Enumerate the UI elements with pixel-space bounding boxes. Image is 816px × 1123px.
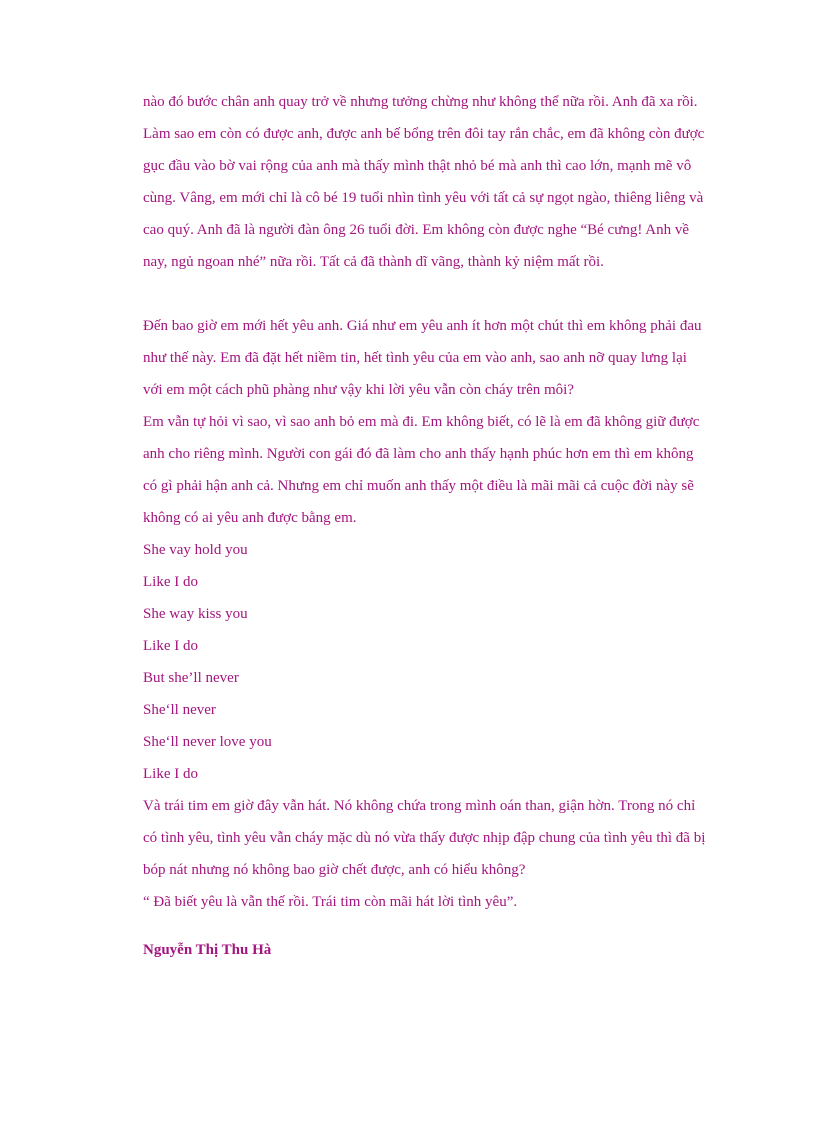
text-line: gục đầu vào bờ vai rộng của anh mà thấy mình thật nhỏ bé mà anh thì cao lớn, mạnh mẽ vô	[143, 158, 692, 174]
text-line: cùng. Vâng, em mới chỉ là cô bé 19 tuổi nhìn tình yêu với tất cả sự ngọt ngào, thiêng liêng và	[143, 190, 704, 206]
text-line: anh cho riêng mình. Người con gái đó đã làm cho anh thấy hạnh phúc hơn em thì em không	[143, 446, 694, 462]
paragraph-2	[143, 310, 723, 918]
text-line: có tình yêu, tình yêu vẫn cháy mặc dù nó vừa thấy được nhịp đập chung của tình yêu thì đã bị	[143, 830, 706, 846]
text-line: không có ai yêu anh được bằng em.	[143, 510, 357, 526]
lyric-line: She‘ll never love you	[143, 734, 272, 750]
lyric-line: But she’ll never	[143, 670, 239, 686]
document-page	[143, 86, 723, 966]
text-line: nay, ngủ ngoan nhé” nữa rồi. Tất cả đã thành dĩ vãng, thành kỷ niệm mất rồi.	[143, 254, 604, 270]
quote-line: “ Đã biết yêu là vẫn thế rồi. Trái tim còn mãi hát lời tình yêu”.	[143, 894, 518, 910]
lyric-line: Like I do	[143, 574, 198, 590]
text-line: có gì phải hận anh cả. Nhưng em chỉ muốn anh thấy một điều là mãi mãi cả cuộc đời này sẽ	[143, 478, 694, 494]
lyric-line: She‘ll never	[143, 702, 216, 718]
paragraph-spacer	[143, 278, 723, 310]
paragraph-spacer	[143, 918, 723, 934]
lyric-line: She way kiss you	[143, 606, 248, 622]
paragraph-1	[143, 86, 723, 278]
text-line: cao quý. Anh đã là người đàn ông 26 tuổi đời. Em không còn được nghe “Bé cưng! Anh về	[143, 222, 690, 238]
text-line: Làm sao em còn có được anh, được anh bế bổng trên đôi tay rắn chắc, em đã không còn được	[143, 126, 705, 142]
text-line: bóp nát nhưng nó không bao giờ chết được, anh có hiểu không?	[143, 862, 526, 878]
text-line: Và trái tim em giờ đây vẫn hát. Nó không chứa trong mình oán than, giận hờn. Trong nó chỉ	[143, 798, 696, 814]
text-line: Đến bao giờ em mới hết yêu anh. Giá như em yêu anh ít hơn một chút thì em không phải đau	[143, 318, 702, 334]
lyric-line: Like I do	[143, 638, 198, 654]
lyric-line: She vay hold you	[143, 542, 248, 558]
text-line: nào đó bước chân anh quay trở về nhưng tưởng chừng như không thể nữa rồi. Anh đã xa rồi.	[143, 94, 698, 110]
text-line: Em vẫn tự hỏi vì sao, vì sao anh bỏ em mà đi. Em không biết, có lẽ là em đã không giữ được	[143, 414, 700, 430]
author-signature: Nguyễn Thị Thu Hà	[143, 942, 272, 958]
text-line: như thế này. Em đã đặt hết niềm tin, hết tình yêu của em vào anh, sao anh nỡ quay lưng lại	[143, 350, 687, 366]
text-line: với em một cách phũ phàng như vậy khi lời yêu vẫn còn cháy trên môi?	[143, 382, 574, 398]
lyric-line: Like I do	[143, 766, 198, 782]
